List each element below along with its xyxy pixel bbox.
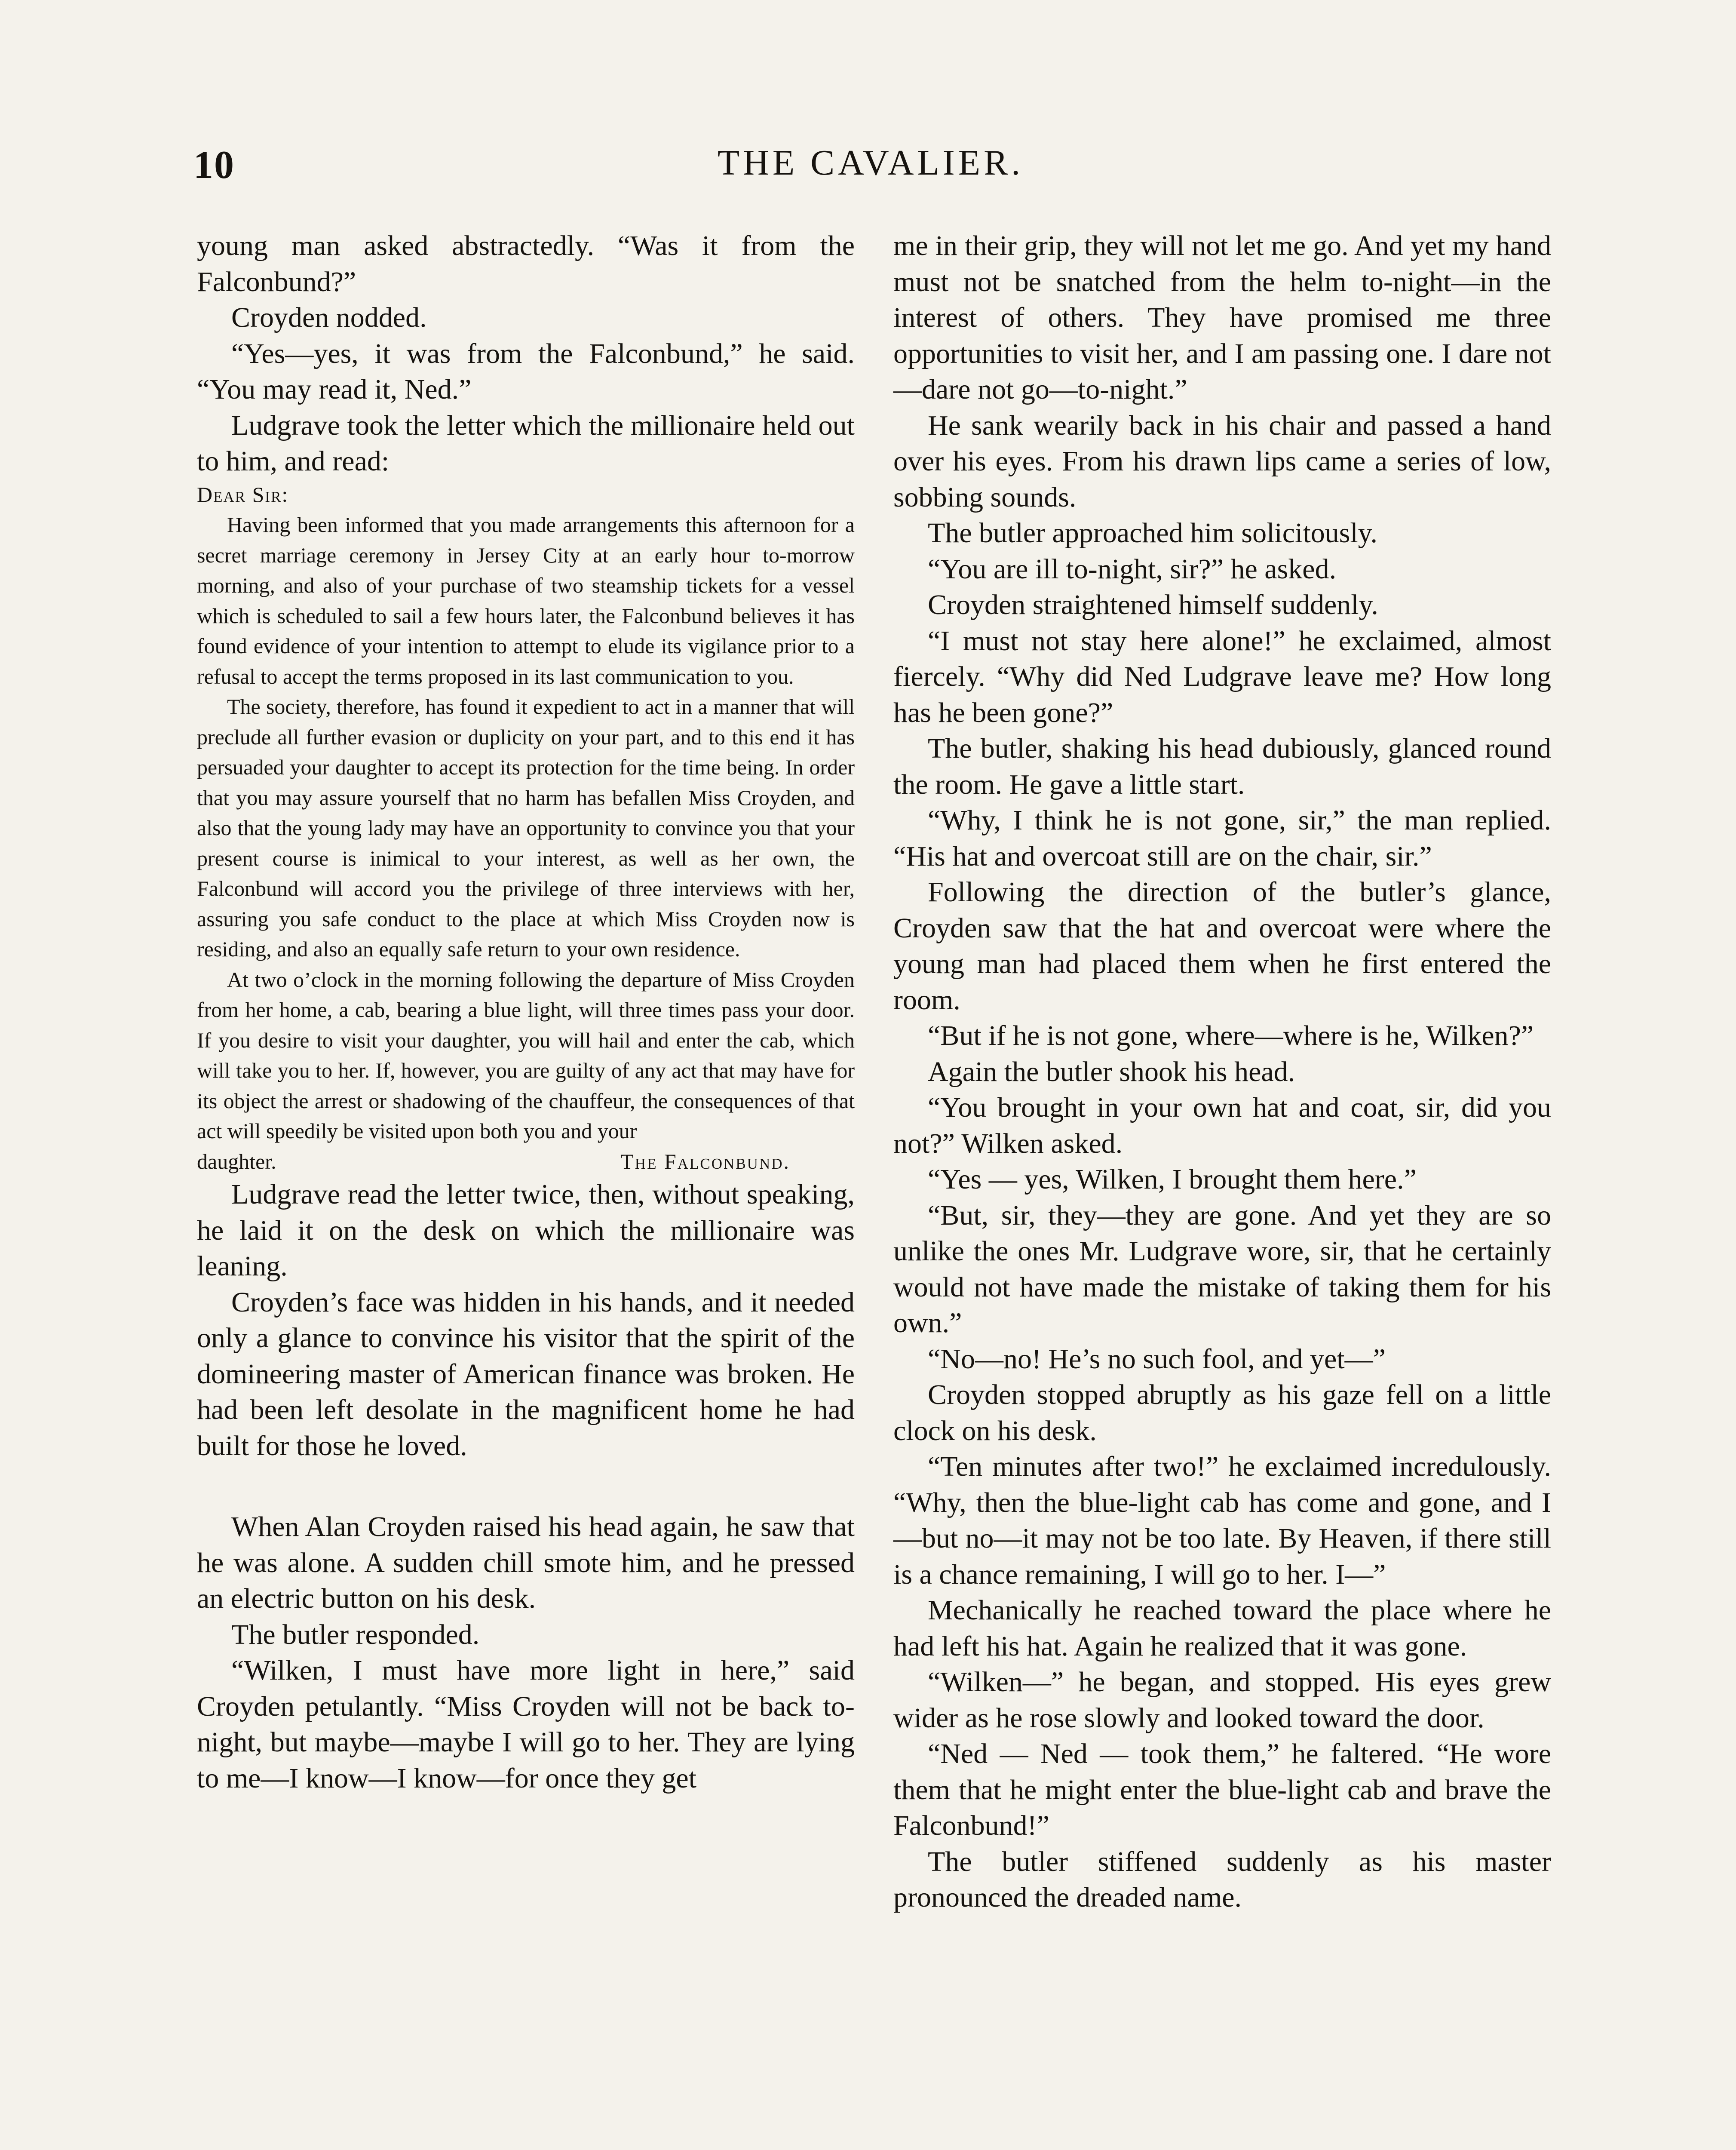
paragraph: “But if he is not gone, where—where is he, Wilken?” [928,1020,1534,1051]
page-header [193,142,1548,194]
paragraph: Croyden stopped abruptly as his gaze fell on a little clock on his desk. [893,1379,1551,1447]
paragraph: me in their grip, they will not let me go. And yet my hand must not be snatched from the helm to-night—in the interest of others. They have promised me three opportunities to visit her, and I am passing one. I dare not—dare not go—to-night.” [893,230,1551,405]
paragraph: “Yes — yes, Wilken, I brought them here.” [928,1164,1417,1195]
paragraph: Croyden nodded. [231,302,427,333]
paragraph: “But, sir, they—they are gone. And yet they are so unlike the ones Mr. Ludgrave wore, sir, that he certainly would not have made the mistake of taking them for his own.” [893,1199,1551,1339]
falconbund-letter [197,479,855,1177]
right-column [893,228,1551,1916]
paragraph: young man asked abstractedly. “Was it from the Falconbund?” [197,230,855,298]
letter-paragraph: Having been informed that you made arrangements this afternoon for a secret marriage ceremony in Jersey City at an early hour to-morrow morning, and also of your purchase of two steamship tickets for a vessel which is scheduled to sail a few hours later, the Falconbund believes it has found evidence of your intention to attempt to elude its vigilance prior to a refusal to accept the terms proposed in its last communication to you. [197,513,855,688]
paragraph: Croyden straightened himself suddenly. [928,589,1378,620]
paragraph: “I must not stay here alone!” he exclaimed, almost fiercely. “Why did Ned Ludgrave leave me? How long has he been gone?” [893,625,1551,728]
paragraph: “Why, I think he is not gone, sir,” the man replied. “His hat and overcoat still are on the chair, sir.” [893,805,1551,872]
paragraph: Following the direction of the butler’s glance, Croyden saw that the hat and overcoat were where the young man had placed them when he first entered the room. [893,876,1551,1016]
paragraph: Croyden’s face was hidden in his hands, and it needed only a glance to convince his visitor that the spirit of the domineering master of American finance was broken. He had been left desolate in the magnificent home he had built for those he loved. [197,1286,855,1462]
paragraph: Ludgrave took the letter which the millionaire held out to him, and read: [197,409,855,477]
letter-paragraph: The society, therefore, has found it expedient to act in a manner that will preclude all further evasion or duplicity on your part, and to this end it has persuaded your daughter to accept its protection for the time being. In order that you may assure yourself that no harm has befallen Miss Croyden, and also that the young lady may have an opportunity to convince you that your present course is inimical to your interest, as well as her own, the Falconbund will accord you the privilege of three interviews with her, assuring you safe conduct to the place at which Miss Croyden now is residing, and also an equally safe return to your own residence. [197,694,855,961]
paragraph: Ludgrave read the letter twice, then, without speaking, he laid it on the desk on which the millionaire was leaning. [197,1179,855,1282]
paragraph: “Wilken—” he began, and stopped. His eyes grew wider as he rose slowly and looked toward the door. [893,1666,1551,1734]
paragraph: “You are ill to-night, sir?” he asked. [928,553,1337,585]
page-number: 10 [193,143,235,187]
paragraph: “Wilken, I must have more light in here,” said Croyden petulantly. “Miss Croyden will not be back to-night, but maybe—maybe I will go to her. They are lying to me—I know—I know—for once they get [197,1655,855,1794]
paragraph: The butler stiffened suddenly as his master pronounced the dreaded name. [893,1846,1551,1913]
paragraph: “Ten minutes after two!” he exclaimed incredulously. “Why, then the blue-light cab has come and gone, and I—but no—it may not be too late. By Heaven, if there still is a chance remaining, I will go to her. I—” [893,1451,1551,1590]
paragraph: The butler responded. [231,1619,480,1650]
paragraph: “You brought in your own hat and coat, sir, did you not?” Wilken asked. [893,1092,1551,1159]
paragraph: The butler, shaking his head dubiously, glanced round the room. He gave a little start. [893,733,1551,800]
paragraph: “Ned — Ned — took them,” he faltered. “He wore them that he might enter the blue-light cab and brave the Falconbund!” [893,1738,1551,1841]
paragraph: “Yes—yes, it was from the Falconbund,” he said. “You may read it, Ned.” [197,338,855,405]
paragraph: Again the butler shook his head. [928,1056,1295,1087]
paragraph: “No—no! He’s no such fool, and yet—” [928,1343,1386,1375]
section-break [197,1464,855,1509]
left-column [197,228,855,1796]
paragraph: When Alan Croyden raised his head again, he saw that he was alone. A sudden chill smote him, and he pressed an electric button on his desk. [197,1511,855,1614]
letter-paragraph: At two o’clock in the morning following the departure of Miss Croyden from her home, a cab, bearing a blue light, will three times pass your door. If you desire to visit your daughter, you will hail and enter the cab, which will take you to her. If, however, you are guilty of any act that may have for its object the arrest or shadowing of the chauffeur, the consequences of that act will speedily be visited upon both you and your [197,967,855,1143]
letter-closing-word: daughter. [197,1149,276,1173]
paragraph: He sank wearily back in his chair and passed a hand over his eyes. From his drawn lips came a series of low, sobbing sounds. [893,409,1551,513]
letter-signature-line [197,1146,855,1177]
letter-signature: The Falconbund. [620,1149,790,1173]
paragraph: The butler approached him solicitously. [928,517,1377,549]
magazine-title: THE CAVALIER. [717,143,1024,183]
paragraph: Mechanically he reached toward the place where he had left his hat. Again he realized that it was gone. [893,1594,1551,1662]
letter-salutation: Dear Sir: [197,482,289,507]
